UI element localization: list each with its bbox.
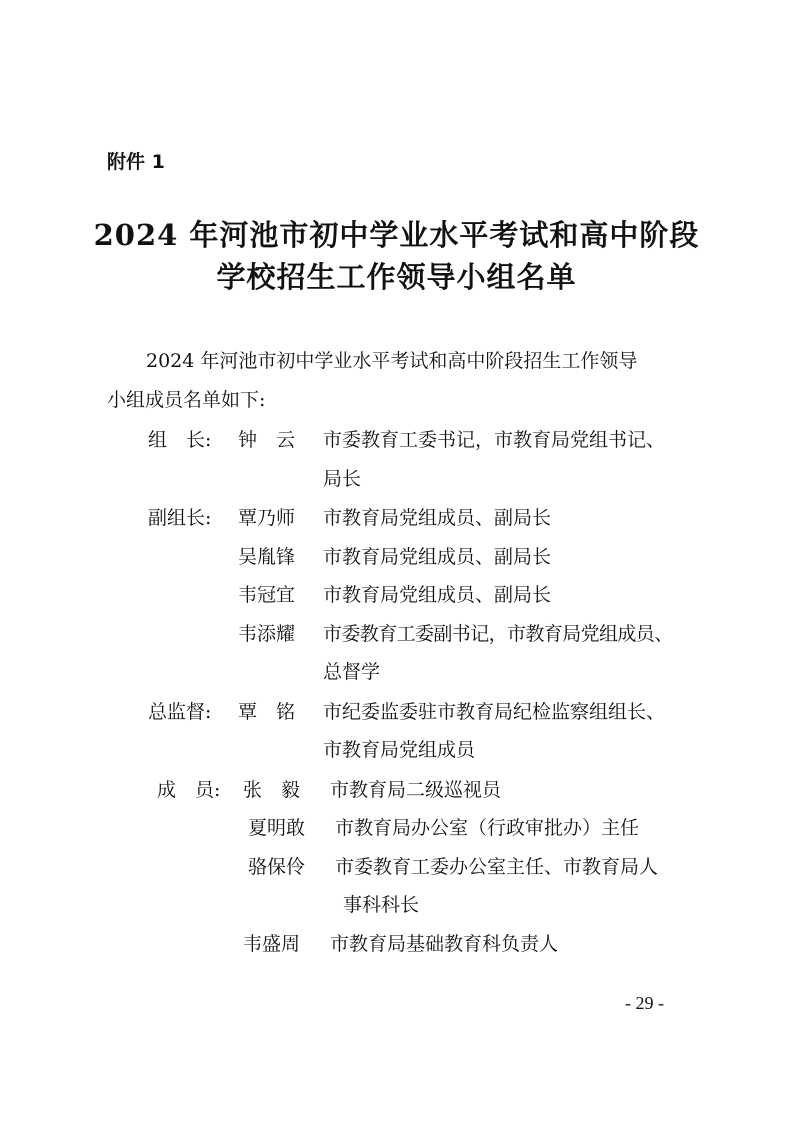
member-description: 市委教育工委书记，市教育局党组书记、 [323, 429, 666, 451]
intro-line-1: 2024 年河池市初中学业水平考试和高中阶段招生工作领导 [146, 350, 638, 372]
member-description: 市委教育工委副书记，市教育局党组成员、 [323, 623, 673, 645]
member-description: 市教育局办公室（行政审批办）主任 [335, 817, 640, 839]
intro-line-2: 小组成员名单如下: [107, 389, 266, 411]
member-name: 韦冠宜 [238, 584, 296, 606]
member-role: 总监督: [148, 701, 212, 723]
member-name: 覃乃师 [238, 507, 296, 529]
member-name: 钟 云 [238, 429, 296, 451]
member-description: 市教育局党组成员、副局长 [323, 507, 552, 529]
member-description-continued: 局长 [323, 468, 362, 490]
member-description: 市教育局党组成员、副局长 [323, 584, 552, 606]
member-description: 市纪委监委驻市教育局纪检监察组组长、 [323, 701, 666, 723]
member-name: 骆保伶 [248, 856, 306, 878]
member-description-continued: 事科科长 [343, 894, 420, 916]
document-title-line-2: 学校招生工作领导小组名单 [216, 260, 577, 294]
member-name: 韦添耀 [238, 623, 296, 645]
member-description-continued: 总督学 [323, 661, 381, 683]
member-role: 副组长: [148, 507, 212, 529]
member-name: 吴胤锋 [238, 546, 296, 568]
member-description: 市教育局基础教育科负责人 [330, 933, 559, 955]
member-name: 韦盛周 [243, 933, 301, 955]
member-name: 张 毅 [243, 779, 301, 801]
member-description: 市委教育工委办公室主任、市教育局人 [335, 856, 659, 878]
page-number: - 29 - [625, 993, 664, 1013]
attachment-label: 附件 1 [107, 151, 165, 173]
member-description: 市教育局党组成员、副局长 [323, 546, 552, 568]
member-description: 市教育局二级巡视员 [330, 779, 502, 801]
member-description-continued: 市教育局党组成员 [323, 739, 476, 761]
member-name: 覃 铭 [238, 701, 296, 723]
member-name: 夏明敢 [248, 817, 306, 839]
member-role: 成 员: [157, 779, 221, 801]
member-role: 组 长: [148, 429, 212, 451]
document-title-line-1: 2024 年河池市初中学业水平考试和高中阶段 [93, 218, 700, 252]
